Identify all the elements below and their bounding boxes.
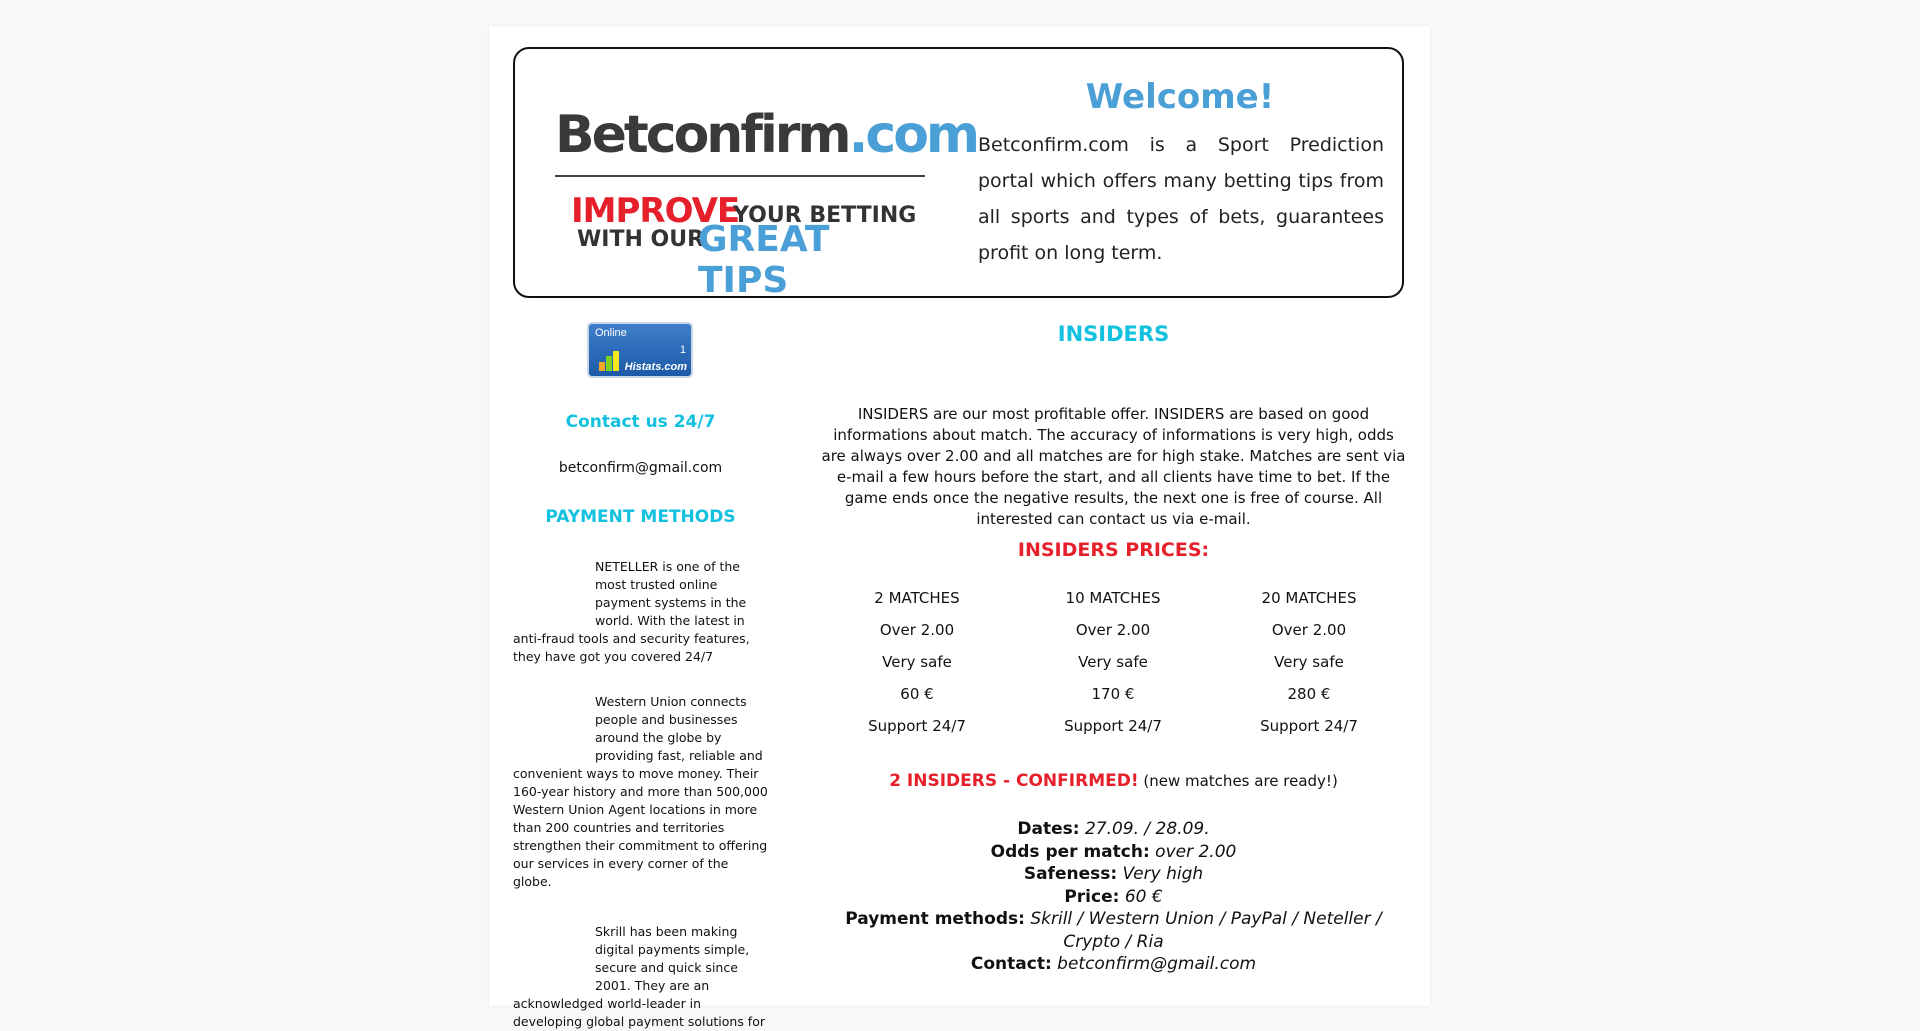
plan-support: Support 24/7 xyxy=(1064,717,1162,735)
insiders-title: INSIDERS xyxy=(1057,322,1170,346)
plan-odds: Over 2.00 xyxy=(879,621,955,639)
skrill-logo xyxy=(513,923,595,995)
plan-support: Support 24/7 xyxy=(1260,717,1358,735)
price-plan-2-matches xyxy=(819,589,1015,749)
logo-tagline xyxy=(555,191,925,301)
plan-matches: 2 MATCHES xyxy=(874,589,960,607)
detail-contact-email[interactable]: betconfirm@gmail.com xyxy=(1057,954,1257,974)
bar-chart-icon xyxy=(599,351,621,371)
plan-support: Support 24/7 xyxy=(868,717,966,735)
payment-method-skrill: Skrill has been making digital payments simple, secure and quick since 2001. They are an acknowledged world-leader in developing global payment solutions for xyxy=(513,924,765,1029)
online-count: 1 xyxy=(679,344,686,356)
insiders-prices-heading: INSIDERS PRICES: xyxy=(1017,539,1210,561)
tagline-your-betting: YOUR BETTING xyxy=(733,203,917,228)
histats-brand: Histats.com xyxy=(624,361,687,373)
match-details xyxy=(819,818,1408,976)
page-container xyxy=(489,26,1430,1029)
price-table xyxy=(819,589,1408,749)
detail-odds: Odds per match: over 2.00 xyxy=(990,841,1237,862)
header-banner xyxy=(513,47,1404,301)
plan-safety: Very safe xyxy=(882,653,952,671)
confirmed-note: (new matches are ready!) xyxy=(1143,772,1338,790)
welcome-text: Betconfirm.com is a Sport Prediction portal which offers many betting tips from all sports and types of bets, guarantees profit on long term. xyxy=(978,134,1384,264)
detail-dates: Dates: 27.09. / 28.09. xyxy=(1017,819,1210,839)
confirmed-banner xyxy=(819,771,1408,791)
logo-title: Betconfirm.com xyxy=(555,105,978,165)
confirmed-label: 2 INSIDERS - CONFIRMED! xyxy=(889,771,1139,791)
plan-odds: Over 2.00 xyxy=(1271,621,1347,639)
plan-safety: Very safe xyxy=(1274,653,1344,671)
plan-price: 60 € xyxy=(900,685,934,703)
payment-method-neteller: NETELLER is one of the most trusted online payment systems in the world. With the latest in anti-fraud tools and security features, they have got you covered 24/7 xyxy=(513,559,750,664)
plan-matches: 10 MATCHES xyxy=(1065,589,1161,607)
contact-heading: Contact us 24/7 xyxy=(565,412,716,432)
plan-matches: 20 MATCHES xyxy=(1261,589,1357,607)
neteller-logo xyxy=(513,558,595,630)
detail-safeness: Safeness: Very high xyxy=(1023,864,1204,884)
payment-method-western-union: Western Union connects people and businesses around the globe by providing fast, reliable and convenient ways to move money. Their 160-year history and more than 500,000 Western Union Agent locations in more than 200 countries and territories strengthen their commitment to offering our services in every corner of the globe. xyxy=(513,694,768,889)
tagline-with-our: WITH OUR xyxy=(577,227,705,252)
detail-contact: Contact: betconfirm@gmail.com xyxy=(970,954,1257,974)
plan-odds: Over 2.00 xyxy=(1075,621,1151,639)
tagline-great-tips: GREAT TIPS xyxy=(698,219,830,301)
western-union-logo xyxy=(513,693,595,765)
detail-price: Price: 60 € xyxy=(1064,886,1163,907)
plan-price: 170 € xyxy=(1091,685,1135,703)
price-plan-10-matches xyxy=(1015,589,1211,749)
payment-methods-heading: PAYMENT METHODS xyxy=(545,507,736,527)
welcome-title: Welcome! xyxy=(1085,77,1275,117)
site-logo[interactable] xyxy=(555,105,978,301)
plan-price: 280 € xyxy=(1287,685,1331,703)
tagline-improve: IMPROVE xyxy=(571,191,740,231)
detail-payment-methods: Payment methods: Skrill / Western Union / PayPal / Neteller / Crypto / Ria xyxy=(845,909,1382,952)
online-label: Online xyxy=(595,327,627,339)
histats-counter-widget[interactable] xyxy=(587,322,693,378)
price-plan-20-matches xyxy=(1211,589,1407,749)
contact-email-link[interactable]: betconfirm@gmail.com xyxy=(558,460,723,476)
logo-divider xyxy=(555,175,925,177)
insiders-description: INSIDERS are our most profitable offer. INSIDERS are based on good informations about match. The accuracy of informations is very high, odds are always over 2.00 and all matches are for high stake. Matches are sent via e-mail a few hours before the start, and all clients have time to bet. If the game ends once the negative results, the next one is free of course. All interested can contact us via e-mail. xyxy=(821,405,1406,528)
plan-safety: Very safe xyxy=(1078,653,1148,671)
